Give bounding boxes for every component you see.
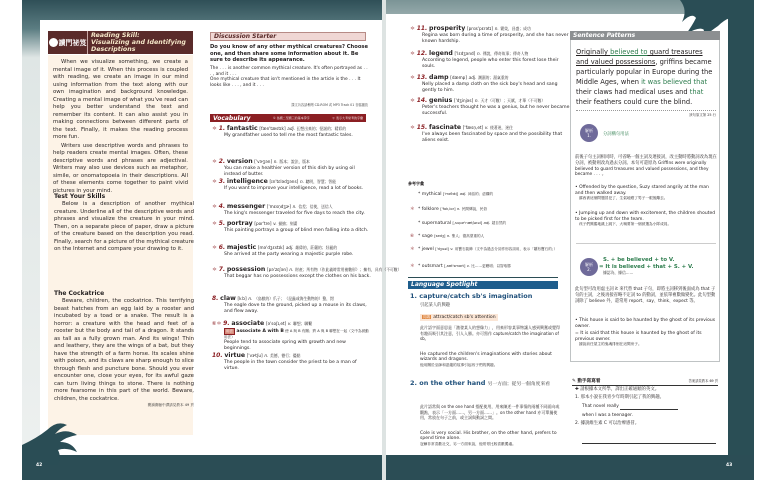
sentence-part: , griffins became particularly popular in Europe during the Middle Ages, when	[576, 58, 713, 86]
vocabulary-entry	[212, 178, 372, 192]
exercise-heading	[572, 378, 718, 386]
entry-ipa: [klɔ]	[237, 296, 247, 301]
reference-word-translation: 超自然的	[491, 221, 507, 225]
entry-pos: adj.	[287, 126, 296, 131]
frequency-mark: ＊	[212, 179, 218, 185]
frequency-mark: ⑥＊	[212, 321, 222, 327]
vocabulary-heading-bar	[210, 114, 366, 122]
spotlight-item-1-explanation: 此片語字面意思是「激發某人的想像力」，用來形容某事物讓人感到興奮或覺得有趣而吸引其注意，引人入勝。亦可寫作 capture/catch the imagination of sb。	[420, 325, 560, 342]
analysis-1-label: 分詞構句用法	[603, 132, 629, 137]
entry-example: My grandfather used to tell me the most fantastic tales.	[224, 133, 353, 138]
entry-number: 10.	[212, 352, 223, 359]
entry-translation: 美德，德行；優點	[270, 353, 301, 358]
sentence-patterns-main-sentence	[576, 47, 716, 107]
discussion-starter-heading: Discussion Starter	[210, 32, 366, 41]
sentence-part: believed to	[610, 48, 648, 56]
reference-word-pos: adj.	[459, 192, 467, 196]
spotlight-item-1-phrase: 1. capture/catch sb's imagination	[410, 292, 533, 300]
entry-word: messenger	[226, 203, 266, 210]
reference-word-pos: v.	[450, 247, 454, 251]
reference-word: * supernatural [,supɚ'nætʃərəl] adj. 超自然的	[418, 221, 507, 226]
entry-number: 12.	[416, 50, 428, 57]
vocabulary-entry	[410, 124, 570, 144]
entry-ipa: [por'tre]	[254, 221, 272, 226]
vocabulary-entry	[212, 244, 372, 258]
vocabulary-entry	[410, 50, 570, 70]
vocabulary-entry	[410, 25, 570, 45]
frequency-mark: ＊	[410, 26, 416, 32]
sentence-patterns-source: 該句原文第 25 行	[576, 110, 716, 117]
entry-number: 2.	[218, 158, 226, 165]
entry-pos: n.	[299, 179, 304, 184]
entry-ipa: ['vɝtʃu]	[246, 353, 263, 358]
entry-pos: n.	[494, 26, 499, 31]
frequency-mark: ⑥	[410, 234, 415, 239]
reference-word-translation: 聖人；德高望重的人	[451, 234, 485, 238]
reference-word-translation: 民間傳說，民俗	[461, 207, 487, 211]
analysis-2-explanation: 此句型可改用虛主詞 it 來代替 that 子句，即將主詞移到後面成為 that 子句的主詞，之後再接省略不定詞 to 的動詞，並依單複數做變化。此句型動詞除了 believe 外，還常用 report、say、think、expect 等。	[575, 287, 716, 304]
reference-word-ipa: [sedʒ]	[434, 234, 446, 238]
reading-skill-paragraph-2: Writers use descriptive words and phrases to help readers create mental images. Often, these descriptive words and phrases are adjectival. Writers may also use devices such as metaphor, simile, or onomatopoeia in their descriptions. All of these elements come together to paint vivid pictures in your mind.	[53, 142, 188, 194]
entry-translation: 傳說，傳奇故事；傳奇人物	[482, 51, 529, 56]
entry-number: 1.	[218, 125, 226, 132]
entry-example: According to legend, people who enter this forest lose their souls.	[422, 58, 559, 69]
reference-word: ⑥ * sage [sedʒ] n. 聖人；德高望重的人	[410, 234, 485, 239]
entry-ipa: ['lɛdʒənd]	[454, 51, 476, 56]
entry-word: version	[226, 158, 253, 165]
entry-translation: 使著迷，迷住	[490, 125, 513, 130]
analysis-1-example-1: • Offended by the question, Suzy stared angrily at the man and then walked away. 蘇西被這個問題冒犯了，生氣地瞪了男子一眼後離去。	[575, 185, 709, 200]
entry-pos: v.	[287, 321, 292, 326]
frequency-mark: ＊	[410, 75, 416, 81]
reference-word-term: outsmart	[421, 264, 443, 269]
entry-word: claw	[220, 295, 236, 302]
entry-word: possession	[226, 266, 266, 273]
entry-pos: v.	[273, 221, 277, 226]
analysis-2-badge: 解析 2.	[580, 258, 598, 276]
entry-example: You can make a healthier version of this dish by using oil instead of butter.	[224, 166, 355, 177]
reference-word: ＊ * outsmart [,aʊt'smart] v. 比……更聰明；以智取勝	[410, 264, 511, 269]
entry-number: 11.	[416, 25, 428, 32]
vocabulary-entry	[212, 320, 372, 352]
spotlight-item-1-example: He captured the children's imaginations with stories about wizards and dragons. 他用關於巫師和惡龍的故事引起孩子們的興趣。	[420, 352, 552, 367]
entry-ipa: ['vɝʒən]	[254, 159, 273, 164]
entry-translation: （鳥獸的）爪子；（昆蟲或海生動物的）螯，鉗	[254, 296, 334, 301]
entry-translation: 聯想；聯繫	[293, 321, 313, 326]
discussion-question: Do you know of any other mythical creatures? Choose one, and then share some information about it. Be sure to describe its appearance.	[210, 44, 368, 64]
discussion-source-note: 課文內容請參閱 CD-ROM 或 MP3 Track 01 音檔播放	[291, 103, 368, 107]
entry-pos: n.	[289, 267, 294, 272]
entry-example: Peter's teachers thought he was a genius, but he never became successful.	[422, 105, 570, 116]
reference-word-pos: v.	[466, 264, 470, 268]
reference-word-term: mythical	[421, 192, 442, 197]
entry-example: That beggar has no possessions except the clothes on his back.	[224, 274, 371, 279]
entry-number: 9.	[223, 320, 230, 327]
entry-translation: 版本；說法，版本	[279, 159, 310, 164]
vocabulary-entry	[212, 220, 372, 234]
analysis-2-example-2: = It is said that this house is haunted by the ghost of its previous owner. 據說前任屋主的鬼魂徘徊在這間房子。	[575, 331, 702, 346]
entry-translation: 潮濕的；濕氣重的	[478, 75, 509, 80]
entry-word: portray	[226, 220, 253, 227]
spotlight-item-2-explanation: 此片語常與 on the one hand 搭配使用，用來陳述一件事情的兩種不同面向或觀點，表示「一方面……，另一方面……」。on the other hand 亦可單獨使用，常放在句子之前，或主詞與動詞之間。	[420, 404, 560, 421]
frequency-mark: ＊	[410, 247, 415, 252]
entry-example: The eagle dove to the ground, picked up a mouse in its claws, and flew away.	[224, 303, 367, 314]
reference-word-ipa: ['dʒuəl]	[435, 247, 449, 251]
entry-pos: adj.	[468, 75, 477, 80]
entry-word: intelligence	[226, 178, 268, 185]
reference-word-ipa: [,aʊt'smart]	[444, 264, 466, 268]
entry-word: fascinate	[429, 124, 462, 131]
vocabulary-entry	[212, 295, 372, 315]
reference-word-translation: 用寶石裝飾（文中為過去分詞作形容詞用，表示「鑲有寶石的」）	[454, 247, 558, 251]
entry-number: 13.	[416, 74, 428, 81]
entry-word: legend	[429, 50, 453, 57]
divider	[408, 277, 558, 278]
vocabulary-entry	[212, 125, 372, 139]
analysis-2-formula: S. + be believed + to V. = It is believed + that + S. + V. 據認為，據信……	[599, 257, 694, 275]
analysis-1-explanation: 前後子句主詞相同時，可省略一個主詞及連接詞，改主動時將動詞改為現在分詞，被動則改為過去分詞。本句可還原為 Griffins were originally believed to guard treasures and valued possessions, and they became . . . 。	[575, 155, 717, 178]
entry-example: The people in the town consider the priest to be a man of virtue.	[224, 360, 357, 371]
entry-translation: 聰明，智慧；智能	[305, 179, 337, 184]
entry-pos: n.	[474, 98, 479, 103]
exercise-q1-en: That novel really	[582, 404, 678, 410]
entry-pos: n.	[248, 296, 253, 301]
exercise-q1-zh: 1. 那本小說在我青少年時期引起了我的興趣。	[575, 395, 665, 400]
test-your-skills-text: Below is a description of another mythical creature. Underline all of the descriptive words and phrases and visualize the creature in your mind. Then, on a separate piece of paper, draw a picture of the creature based on the description you read. Finally, search for a picture of the mythical creature on the Internet and compare your drawing to it.	[54, 201, 194, 252]
sentence-patterns-heading: Sentence Patterns	[570, 31, 720, 40]
vocabulary-entry	[212, 203, 372, 217]
entry-number: 15.	[416, 124, 428, 131]
discussion-template-2: One mythical creature that isn't mentioned in the article is the . . . It looks like . . . , and it . . .	[210, 77, 361, 88]
entry-example: If you want to improve your intelligence, read a lot of books.	[224, 186, 364, 191]
entry-example: People tend to associate spring with growth and new beginnings.	[224, 340, 346, 351]
reference-word-pos: adj.	[483, 221, 491, 225]
entry-translation: 天才（可數）；天賦，才華（不可數）	[480, 98, 546, 103]
entry-pos: adj.	[285, 245, 294, 250]
entry-pos: n.	[264, 353, 269, 358]
spotlight-item-1-zh: 引起某人的興趣	[420, 303, 451, 308]
exercise-q1-en-end: when I was a teenager.	[582, 413, 633, 418]
reading-skill-box	[48, 55, 193, 194]
discussion-templates	[210, 66, 368, 88]
reference-word-pos: n.	[456, 207, 461, 211]
reference-word-term: folklore	[421, 207, 439, 212]
reference-word-translation: 神話的；虛構的	[467, 192, 494, 196]
frequency-mark: ＊	[410, 98, 416, 104]
entry-ipa: [fæn'tæstɪk]	[259, 126, 286, 131]
entry-example: I've always been fascinated by space and the possibility that aliens exist.	[422, 132, 563, 143]
usage-badge: 用法	[226, 329, 234, 333]
claw-illustration-left	[22, 420, 112, 465]
synonym-badge: 同義	[423, 315, 431, 319]
entry-number: 3.	[218, 178, 226, 185]
reading-skill-header	[48, 31, 193, 54]
entry-ipa: [pə'zɛʃən]	[266, 267, 288, 272]
entry-word: genius	[429, 97, 453, 104]
vocabulary-entry	[212, 266, 402, 280]
entry-word: damp	[429, 74, 449, 81]
vocabulary-entry	[212, 158, 372, 178]
book-spine	[382, 0, 386, 480]
frequency-mark: ＊	[410, 264, 415, 269]
analysis-1-example-2: • Jumping up and down with excitement, the children shouted to be picked first for the team. 孩子們興奮地跳上跳下，大喊要第一個被選為小隊成員。	[575, 211, 716, 226]
entry-word: virtue	[224, 352, 246, 359]
answer-blank[interactable]	[620, 405, 678, 410]
spotlight-item-2-example: Cole is very social. His brother, on the other hand, prefers to spend time alone. 寇爾非常喜歡社交，另一方面來說，他哥哥比較喜歡獨處。	[420, 431, 557, 446]
entry-number: 4.	[218, 203, 226, 210]
reference-word-ipa: [,supɚ'nætʃərəl]	[452, 221, 483, 225]
analysis-1-badge: 解析 1.	[580, 124, 598, 142]
spotlight-item-2-phrase: 2. on the other hand 另一方面；從另一個角度來看	[410, 379, 551, 387]
reference-word-ipa: ['fok,lor]	[440, 207, 456, 211]
analysis-2-example-1: • This house is said to be haunted by the ghost of its previous owner.	[575, 318, 716, 329]
right-edge-strip	[728, 0, 754, 480]
reading-skill-title: Reading Skill: Visualizing and Identifying Descriptions	[91, 32, 186, 53]
reference-word: ＊ * folklore ['fok,lor] n. 民間傳說，民俗	[410, 207, 487, 212]
entry-example: The king's messenger traveled for five days to reach the city.	[224, 211, 365, 216]
entry-example: This painting portrays a group of blind men falling into a ditch.	[224, 228, 369, 233]
reference-word-term: sage	[421, 234, 433, 239]
sentence-part: their claws had medical uses and	[576, 88, 690, 96]
frequency-mark: ＊	[212, 221, 218, 227]
entry-ipa: [ə'soʃɪ,et]	[265, 321, 287, 326]
frequency-mark: ＊	[410, 125, 416, 131]
right-page-footer-band	[386, 455, 754, 480]
vocabulary-legend-1: ① 為國二至國三的基本學字	[272, 116, 310, 120]
entry-pos: n.	[273, 159, 278, 164]
story-heading: The Cockatrice	[54, 290, 105, 297]
entry-word: majestic	[226, 244, 257, 251]
spotlight-item-1-synonym: 同義 attract/catch sb's attention	[420, 314, 498, 321]
entry-ipa: ['fæsṇ,et]	[462, 125, 484, 130]
entry-number: 6.	[218, 244, 226, 251]
answer-blank[interactable]	[582, 443, 716, 444]
entry-translation: 信差；信使，送信人	[298, 204, 333, 209]
vocabulary-legend-2: ＊ 表示大考常考的字彙	[332, 116, 363, 120]
test-your-skills-heading: Test Your Skills	[54, 193, 106, 200]
cockatrice-story	[54, 290, 194, 408]
language-spotlight-heading: Language Spotlight	[408, 281, 558, 289]
reading-skill-paragraph-1: When we visualize something, we create a mental image of it. When this process is coupled with reading, we create an image in our mind using information from the text along with our own imagination and background knowledge. Creating a mental image of what you've read can help you better understand the text and remember its content. It can also assist you in making connections between different parts of the text. Finally, it makes the reading process more fun.	[53, 59, 188, 140]
entry-word: associate	[231, 320, 265, 327]
reference-word-pos: n.	[446, 234, 451, 238]
entry-word: prosperity	[429, 25, 466, 32]
entry-translation: 雄偉的，莊嚴的；壯麗的	[295, 245, 338, 250]
sentence-part: their feathers could cure the blind.	[576, 98, 693, 106]
page-number-left: 42	[36, 463, 43, 468]
sentence-part: guard treasures and valued possessions	[576, 48, 703, 66]
exercise-title: ✎ 動手寫寫看	[572, 379, 601, 384]
entry-number: 5.	[218, 220, 226, 227]
exercise-answer-ref: 答案請見教本 69 頁	[688, 379, 718, 383]
divider	[576, 243, 716, 244]
entry-pos: v.	[484, 125, 489, 130]
page-number-right: 43	[726, 463, 733, 468]
entry-translation: 繁榮，昌盛；成功	[500, 26, 531, 31]
reference-word-ipa: ['mɪθɪkḷ]	[443, 192, 459, 196]
frequency-mark: ＊	[410, 207, 415, 212]
sentence-part: that	[689, 88, 704, 96]
entry-example: Regina was born during a time of prosperity, and she has never known hardship.	[422, 33, 569, 44]
entry-pos: n.	[292, 204, 297, 209]
vocabulary-entry	[410, 74, 570, 94]
entry-number: 8.	[212, 295, 219, 302]
frequency-mark: ＊	[212, 245, 218, 251]
reference-word-translation: 比……更聰明；以智取勝	[471, 264, 511, 268]
entry-ipa: ['dʒinjəs]	[453, 98, 474, 103]
exercise-instruction: ✚ 請根據本文所學，譯出正確通順的英文。	[575, 387, 660, 392]
sentence-part: Originally	[576, 48, 611, 56]
vocabulary-entry	[410, 97, 570, 117]
reading-skill-logo: 讀門祕笈	[48, 31, 88, 54]
reference-word: * mythical ['mɪθɪkḷ] adj. 神話的；虛構的	[418, 192, 494, 197]
entry-example: She arrived at the party wearing a majestic purple robe.	[224, 252, 354, 257]
entry-number: 14.	[416, 97, 428, 104]
entry-number: 7.	[218, 266, 226, 273]
entry-phrase: associate A with B	[236, 329, 284, 334]
discussion-template-1: The . . . is another common mythical creature. It's often portrayed as . . . , and it . . .	[210, 66, 368, 77]
frequency-mark: ＊	[212, 159, 218, 165]
entry-phrase-zh: 使 A 與 B 有關；將 A 與 B 聯想在一起（文中為被動用法）	[224, 329, 369, 339]
entry-ipa: [mə'dʒɛstɪk]	[257, 245, 285, 250]
entry-translation: 財產；所有物（作此義時常用複數形）；擁有，具有（不可數）	[295, 267, 402, 272]
frequency-mark: ＊	[212, 204, 218, 210]
entry-ipa: [ɪn'tɛlədʒəns]	[269, 179, 299, 184]
entry-pos: n.	[477, 51, 481, 56]
reference-word-term: jewel	[421, 247, 434, 252]
entry-ipa: [prɑs'pɛrətɪ]	[466, 26, 493, 31]
reference-word: ＊ * jewel ['dʒuəl] v. 用寶石裝飾（文中為過去分詞作形容詞用，表示「鑲有寶石的」）	[410, 247, 558, 252]
exercise-q2-zh: 2. 據說維生素 C 可以治療感冒。	[575, 421, 640, 426]
frequency-mark: ＊	[212, 126, 218, 132]
reference-words-heading: 參考字彙	[408, 181, 424, 186]
entry-example: Nelly placed a damp cloth on the sick boy's head and sang gently to him.	[422, 82, 558, 93]
reference-word-term: supernatural	[421, 221, 452, 226]
entry-word: fantastic	[226, 125, 258, 132]
frequency-mark: ＊	[212, 267, 218, 273]
entry-translation: 描繪；刻畫	[278, 221, 298, 226]
story-source-note: 閱讀測驗中譯請見教本 49 頁	[147, 403, 194, 407]
frequency-mark: ＊	[410, 51, 416, 57]
story-text: Beware, children, the cockatrice. This terrifying beast hatches from an egg laid by a rooster and incubated by a toad or a snake. The result is a horror: a creature with the head and feet of a rooster but the body and tail of a dragon. It stands as tall as a fully grown man. And its wings! Thin and leathery, they are the wings of a bat, but they have the strength of a farm horse. Its scales shine with poison, and its claws are sharp enough to slice through flesh and puncture bone. Should you ever encounter one, close your eyes, for its awful gaze can turn living things to stone. There is nothing more fearsome in this part of the world. Beware, children, the cockatrice.	[54, 298, 194, 402]
entry-translation: 幻想出來的；怪誕的；精彩的	[296, 126, 347, 131]
vocabulary-heading: Vocabulary	[213, 114, 251, 122]
sentence-part: it was believed that	[641, 78, 708, 86]
entry-ipa: ['mɛsṇdʒɚ]	[266, 204, 291, 209]
test-your-skills	[54, 193, 194, 254]
vocabulary-entry	[212, 352, 372, 372]
entry-ipa: [dæmp]	[450, 75, 467, 80]
